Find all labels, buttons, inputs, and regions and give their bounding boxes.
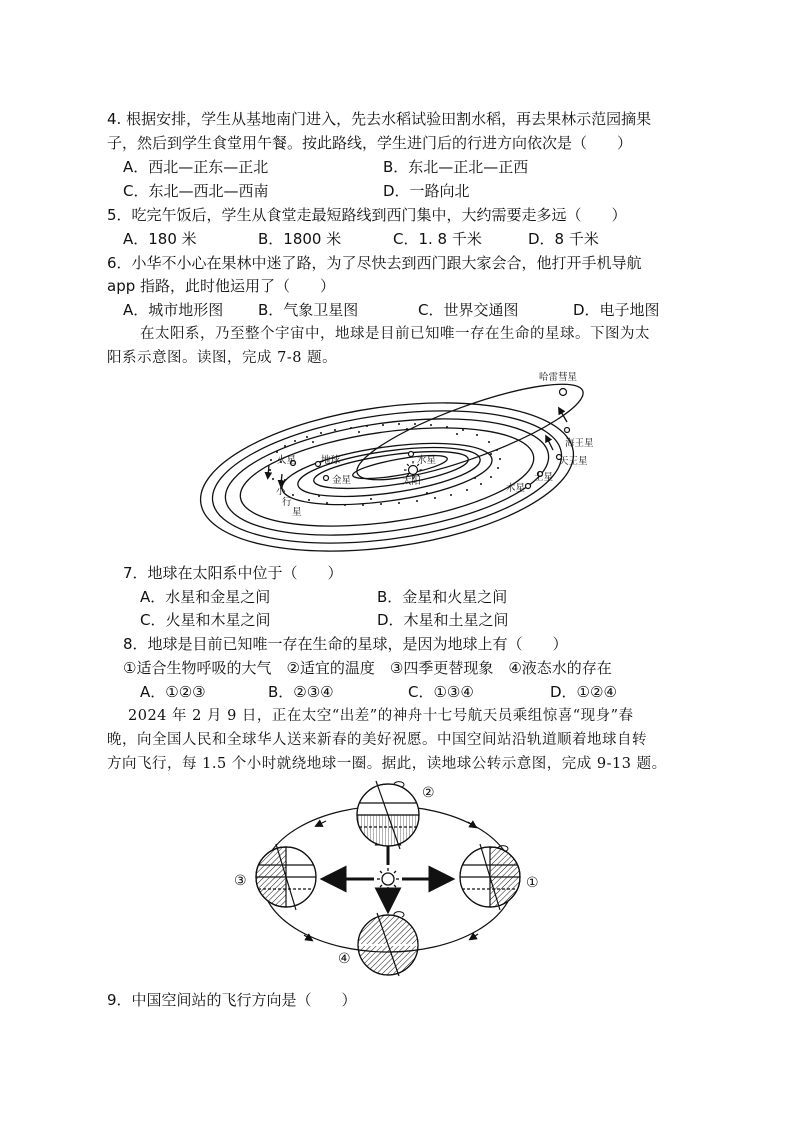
- label-mercury: 水星: [417, 455, 437, 466]
- jupiter-marker: [526, 484, 531, 489]
- q8-option-a: A．①②③: [140, 683, 206, 701]
- orbit-arrow: [547, 438, 553, 450]
- q7-option-a: A．水星和金星之间: [140, 588, 271, 606]
- label-asteroid-1: 小: [276, 486, 286, 497]
- q5-option-b: B．1800 米: [258, 230, 342, 248]
- intro913-line3: 方向飞行，每 1.5 个小时就绕地球一圈。据此，读地球公转示意图，完成 9-13 题。: [107, 756, 667, 772]
- earth-position-3: [256, 844, 316, 910]
- orbit-arrow: [281, 474, 282, 484]
- comet-marker: [560, 389, 567, 396]
- earth-marker: [316, 462, 321, 467]
- q7-option-c: C．火星和木星之间: [140, 611, 271, 629]
- q6-line2: app 指路，此时他运用了（ ）: [107, 277, 336, 295]
- q4-line2: 子，然后到学生食堂用午餐。按此路线，学生进门后的行进方向依次是（ ）: [107, 134, 633, 152]
- orbit-neptune: [195, 382, 583, 562]
- orbit-arrow: [468, 822, 474, 826]
- venus-marker: [324, 476, 329, 481]
- intro78-line1: 在太阳系，乃至整个宇宙中，地球是目前已知唯一存在生命的星球。下图为太: [140, 326, 650, 342]
- earth-position-4: [358, 913, 418, 976]
- label-asteroid-2: 行: [282, 497, 292, 508]
- orbit-arrow: [472, 934, 478, 938]
- q6-option-a: A．城市地形图: [123, 301, 224, 319]
- q6-line1: 6．小华不小心在果林中迷了路，为了尽快去到西门跟大家会合，他打开手机导航: [107, 254, 642, 272]
- label-neptune: 海王星: [565, 438, 594, 449]
- label-comet: 哈雷彗星: [539, 372, 578, 383]
- label-position-2: ②: [422, 785, 435, 801]
- q6-option-d: D．电子地图: [573, 301, 660, 319]
- q8-option-d: D．①②④: [550, 683, 617, 701]
- intro913-line1: 2024 年 2 月 9 日，正在太空“出差”的神舟十七号航天员乘组惊喜“现身”春: [128, 708, 634, 724]
- mercury-marker: [409, 452, 414, 457]
- orbit-arrow: [268, 465, 269, 476]
- earth-revolution-diagram: [228, 777, 558, 977]
- q5-option-c: C．1. 8 千米: [393, 230, 482, 248]
- q5-text: 5．吃完午饭后，学生从食堂走最短路线到西门集中，大约需要走多远（ ）: [107, 206, 627, 224]
- q8-text: 8．地球是目前已知唯一存在生命的星球，是因为地球上有（ ）: [123, 635, 568, 653]
- q8-items: ①适合生物呼吸的大气 ②适宜的温度 ③四季更替现象 ④液态水的存在: [123, 659, 612, 677]
- label-venus: 金星: [332, 475, 352, 486]
- q8-option-c: C．①③④: [408, 683, 474, 701]
- q5-option-d: D．8 千米: [528, 230, 599, 248]
- earth-position-2: [357, 781, 419, 849]
- earth-position-1: [460, 844, 520, 910]
- intro78-line2: 阳系示意图。读图，完成 7-8 题。: [107, 350, 338, 366]
- q7-option-b: B．金星和火星之间: [377, 588, 508, 606]
- q4-line1: 4. 根据安排，学生从基地南门进入，先去水稻试验田割水稻，再去果林示范园摘果: [107, 110, 652, 128]
- q8-option-b: B．②③④: [268, 683, 334, 701]
- label-jupiter: 木星: [506, 483, 526, 494]
- label-mars: 火星: [277, 455, 297, 466]
- q7-option-d: D．木星和土星之间: [377, 611, 509, 629]
- q6-option-c: C．世界交通图: [418, 301, 519, 319]
- orbit-arrow: [318, 821, 326, 825]
- neptune-marker: [565, 428, 570, 433]
- orbit-arrow: [560, 410, 567, 422]
- label-uranus: 天王星: [559, 456, 588, 467]
- label-position-3: ③: [234, 873, 247, 889]
- label-earth: 地球: [321, 455, 341, 466]
- label-asteroid-3: 星: [292, 507, 302, 518]
- sun-icon: [377, 868, 399, 890]
- q6-option-b: B．气象卫星图: [258, 301, 359, 319]
- label-sun: 太阳: [402, 476, 422, 487]
- label-position-1: ①: [526, 875, 539, 891]
- label-position-4: ④: [338, 951, 351, 967]
- orbit-venus: [312, 444, 471, 495]
- q5-option-a: A．180 米: [123, 230, 197, 248]
- q7-text: 7．地球在太阳系中位于（ ）: [123, 564, 343, 582]
- q4-option-a: A．西北—正东—正北: [123, 158, 269, 176]
- label-saturn: 土星: [534, 472, 554, 483]
- q9-text: 9．中国空间站的飞行方向是（ ）: [107, 991, 357, 1009]
- q4-option-c: C．东北—西北—西南: [123, 182, 269, 200]
- q4-option-d: D．一路向北: [383, 182, 470, 200]
- q4-option-b: B．东北—正北—正西: [383, 158, 529, 176]
- solar-system-diagram: [195, 362, 595, 562]
- intro913-line2: 晚，向全国人民和全球华人送来新春的美好祝愿。中国空间站沿轨道顺着地球自转: [107, 732, 647, 748]
